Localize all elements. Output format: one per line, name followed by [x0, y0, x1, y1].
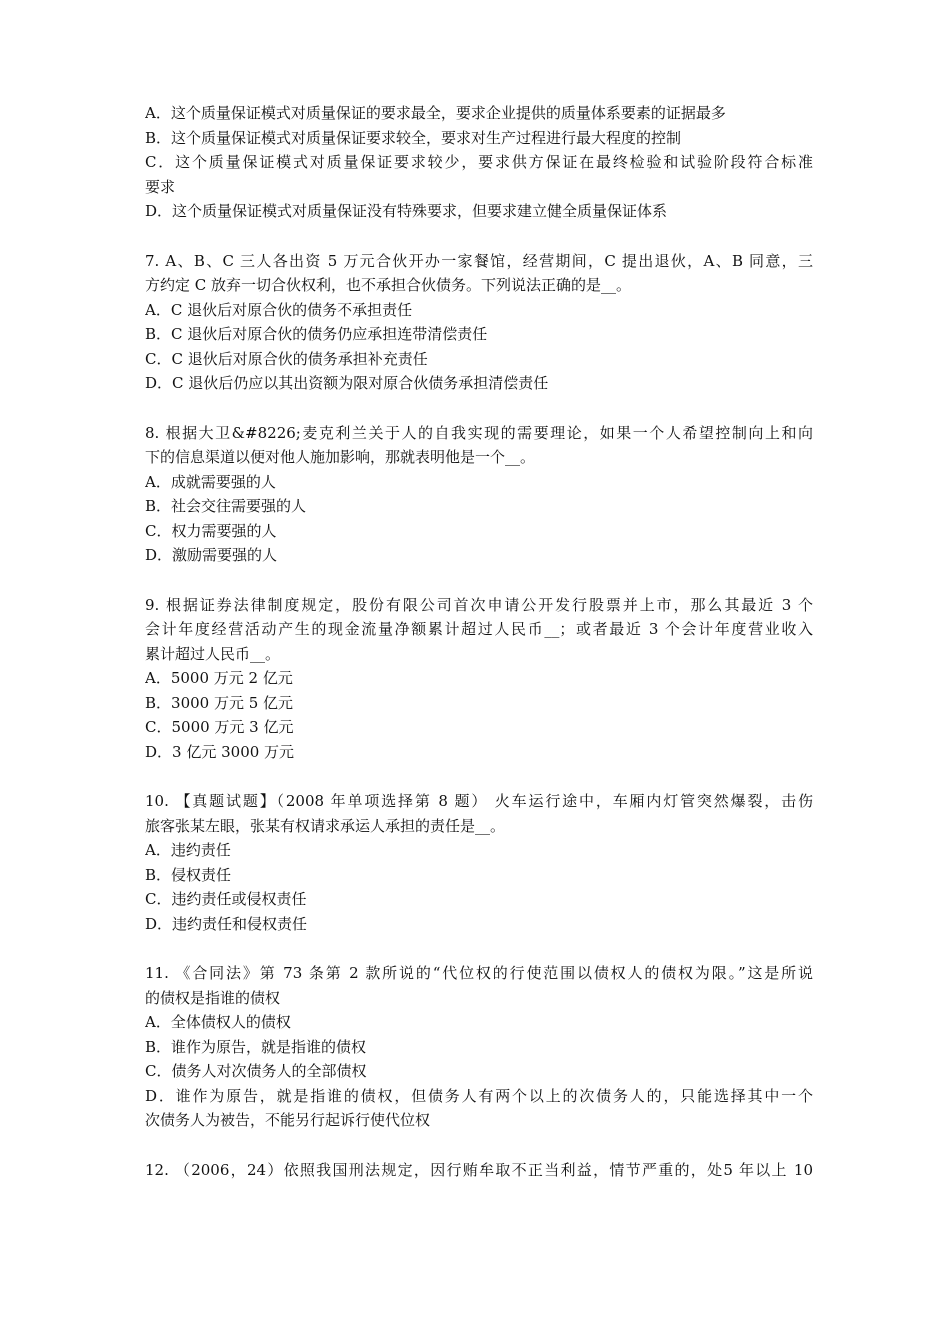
option-d-continued: 次债务人为被告，不能另行起诉行使代位权	[145, 1111, 431, 1129]
option-d: D．激励需要强的人	[145, 546, 278, 564]
option-a: A．成就需要强的人	[145, 472, 276, 491]
option-b: B．侵权责任	[145, 865, 232, 884]
option-b: B．C 退伙后对原合伙的债务仍应承担连带清偿责任	[145, 325, 488, 343]
question-text: 9. 根据证券法律制度规定，股份有限公司首次申请公开发行股票并上市，那么其最近 3 个	[145, 595, 813, 614]
document-page	[145, 101, 813, 1207]
question-6-options	[145, 101, 813, 224]
option-a: A．这个质量保证模式对质量保证的要求最全，要求企业提供的质量体系要素的证据最多	[145, 104, 726, 122]
question-11	[145, 961, 813, 1133]
option-c: C．C 退伙后对原合伙的债务承担补充责任	[145, 349, 428, 368]
option-c: C．债务人对次债务人的全部债权	[145, 1062, 367, 1080]
option-d: D．3 亿元 3000 万元	[145, 742, 295, 761]
option-b: B．3000 万元 5 亿元	[145, 693, 294, 712]
question-text: 8. 根据大卫&#8226;麦克利兰关于人的自我实现的需要理论，如果一个人希望控制向上和向	[145, 423, 813, 442]
option-c: C．违约责任或侵权责任	[145, 890, 307, 908]
question-9	[145, 593, 813, 765]
question-text: 10. 【真题试题】（2008 年单项选择第 8 题） 火车运行途中，车厢内灯管突然爆裂，击伤	[145, 792, 813, 810]
option-c: C．这个质量保证模式对质量保证要求较少，要求供方保证在最终检验和试验阶段符合标准	[145, 153, 813, 171]
question-text: 7. A、B、C 三人各出资 5 万元合伙开办一家餐馆，经营期间，C 提出退伙，A、B 同意，三	[145, 251, 813, 270]
option-a: A．5000 万元 2 亿元	[145, 669, 293, 687]
question-text-continued: 的债权是指谁的债权	[145, 988, 281, 1007]
option-c-continued: 要求	[145, 177, 176, 196]
question-8	[145, 421, 813, 568]
option-b: B．这个质量保证模式对质量保证要求较全，要求对生产过程进行最大程度的控制	[145, 128, 682, 147]
option-c: C．权力需要强的人	[145, 521, 277, 540]
option-d: D．谁作为原告，就是指谁的债权，但债务人有两个以上的次债务人的，只能选择其中一个	[145, 1086, 813, 1105]
option-d: D．违约责任和侵权责任	[145, 914, 308, 933]
question-text-continued: 方约定 C 放弃一切合伙权利，也不承担合伙债务。下列说法正确的是__。	[145, 276, 632, 294]
question-text-end: 累计超过人民币__。	[145, 644, 281, 663]
option-d: D．C 退伙后仍应以其出资额为限对原合伙债务承担清偿责任	[145, 374, 549, 392]
option-c: C．5000 万元 3 亿元	[145, 718, 294, 736]
question-12	[145, 1158, 813, 1183]
question-text: 12. （2006，24）依照我国刑法规定，因行贿牟取不正当利益，情节严重的，处5 年以上 10	[145, 1160, 813, 1179]
option-b: B．谁作为原告，就是指谁的债权	[145, 1037, 367, 1056]
option-b: B．社会交往需要强的人	[145, 497, 307, 515]
option-a: A．违约责任	[145, 841, 231, 859]
question-text: 11. 《合同法》第 73 条第 2 款所说的“代位权的行使范围以债权人的债权为限。”这是所说	[145, 964, 813, 982]
option-d: D．这个质量保证模式对质量保证没有特殊要求，但要求建立健全质量保证体系	[145, 202, 668, 220]
question-text-continued: 下的信息渠道以便对他人施加影响，那就表明他是一个__。	[145, 448, 536, 466]
question-10	[145, 789, 813, 936]
option-a: A．C 退伙后对原合伙的债务不承担责任	[145, 300, 413, 319]
option-a: A．全体债权人的债权	[145, 1013, 291, 1031]
question-text-continued: 旅客张某左眼，张某有权请求承运人承担的责任是__。	[145, 816, 506, 835]
question-text-continued: 会计年度经营活动产生的现金流量净额累计超过人民币__；或者最近 3 个会计年度营业收入	[145, 620, 813, 638]
question-7	[145, 249, 813, 396]
